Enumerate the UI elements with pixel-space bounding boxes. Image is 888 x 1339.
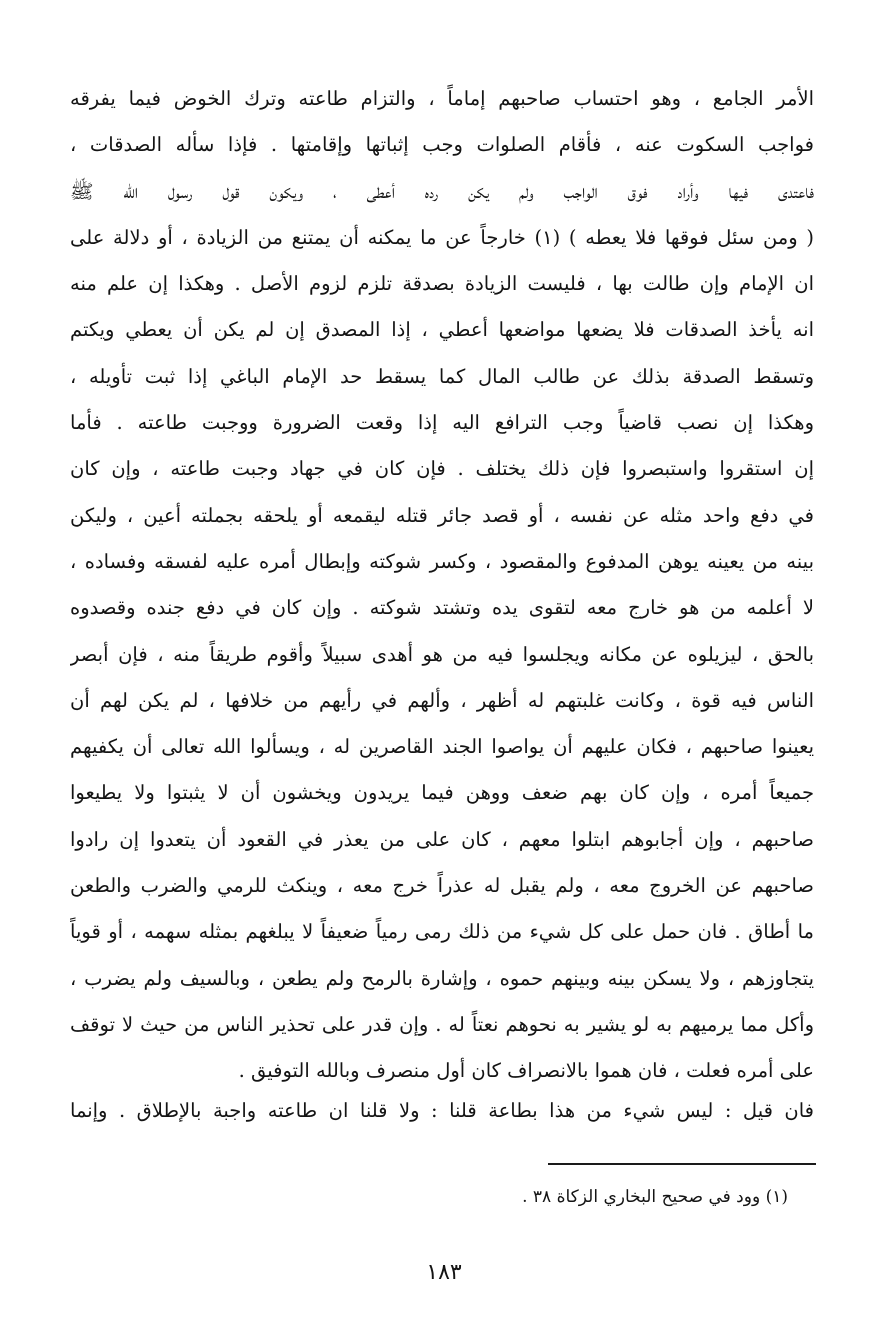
text-line: صاحبهم عن الخروج معه ، ولم يقبل له عذراً خرج معه ، وينكث للرمي والضرب والطعن (70, 874, 814, 898)
text-line: إن استقروا واستبصروا فإن ذلك يختلف . فإن كان في جهاد وجبت طاعته ، وإن كان (70, 457, 814, 481)
text-line: فان قيل : ليس شيء من هذا بطاعة قلنا : ولا قلنا ان طاعته واجبة بالإطلاق . وإنما (70, 1099, 814, 1122)
text-line: بينه من يعينه يوهن المدفوع والمقصود ، وكسر شوكته وإبطال أمره عليه لفسقه وفساده ، (70, 549, 814, 573)
text-line: الناس فيه قوة ، وكانت غلبتهم له أظهر ، وألهم في رأيهم من خلافها ، لم يكن لهم أن (70, 688, 814, 712)
text-line: الأمر الجامع ، وهو احتساب صاحبهم إماماً ، والتزام طاعته وترك الخوض فيما يفرقه (70, 87, 814, 110)
text-line: ( ومن سئل فوقها فلا يعطه ) (١) خارجاً عن ما يمكنه أن يمتنع من الزيادة ، أو دلالة على (70, 225, 814, 249)
text-line: انه يأخذ الصدقات فلا يضعها مواضعها أعطي ، إذا المصدق إن لم يكن أن يعطي ويكتم (70, 318, 814, 342)
text-line: على أمره فعلت ، فان هموا بالانصراف كان أول منصرف وبالله التوفيق . (238, 1059, 814, 1083)
second-paragraph (70, 1088, 814, 1134)
text-line: صاحبهم ، وإن أجابوهم ابتلوا معهم ، كان على من يعذر في القعود أن يتعدوا إن رادوا (70, 827, 814, 851)
text-line: بالحق ، ليزيلوه عن مكانه ويجلسوا فيه من هو أهدى سبيلاً وأقوم طريقاً منه ، فإن أبصر (70, 642, 814, 666)
text-line: وتسقط الصدقة بذلك عن طالب المال كما يسقط حد الإمام الباغي إذا ثبت تأويله ، (70, 364, 814, 388)
text-line: جميعاً أمره ، وإن كان بهم ضعف ووهن فيما يريدون ويخشون أن لا يثبتوا ولا يطيعوا (70, 781, 814, 805)
text-line: فاعتدى فيها وأراد فوق الواجب ولم يكن رده أعطى ، ويكون قول رسول الله ﷺ (70, 179, 814, 203)
text-line: وهكذا إن نصب قاضياً وجب الترافع اليه إذا وقعت الضرورة ووجبت طاعته . فأما (70, 411, 814, 435)
text-line: ان الإمام وإن طالت بها ، فليست الزيادة بصدقة تلزم لزوم الأصل . وهكذا إن علم منه (70, 272, 814, 296)
text-line: ما أطاق . فان حمل على كل شيء من ذلك رمى رمياً ضعيفاً لا يبلغهم بمثله سهمه ، أو قوياً (70, 920, 814, 944)
page-number: ١٨٣ (426, 1260, 462, 1285)
footnote-divider (548, 1163, 816, 1165)
main-paragraph (70, 76, 814, 1095)
footnote: (١) وود في صحيح البخاري الزكاة ٣٨ . (522, 1187, 788, 1207)
text-line: لا أعلمه من هو خارج معه لتقوى يده وتشتد شوكته . وإن كان في دفع جنده وقصدوه (70, 596, 814, 620)
text-line: فواجب السكوت عنه ، فأقام الصلوات وجب إثباتها وإقامتها . فإذا سأله الصدقات ، (70, 133, 814, 157)
text-line: يعينوا صاحبهم ، فكان عليهم أن يواصوا الجند القاصرين له ، ويسألوا الله تعالى أن يكفيهم (70, 735, 814, 759)
text-line: يتجاوزهم ، ولا يسكن بينه وبينهم حموه ، وإشارة بالرمح ولم يطعن ، وبالسيف ولم يضرب ، (70, 966, 814, 990)
text-line: وأكل مما يرميهم به لو يشير به نحوهم نعتاً له . وإن قدر على تحذير الناس من حيث لا توقف (70, 1012, 814, 1036)
text-line: في دفع واحد مثله عن نفسه ، أو قصد جائر قتله ليقمعه أو يلحقه بجملته أعين ، وليكن (70, 503, 814, 527)
